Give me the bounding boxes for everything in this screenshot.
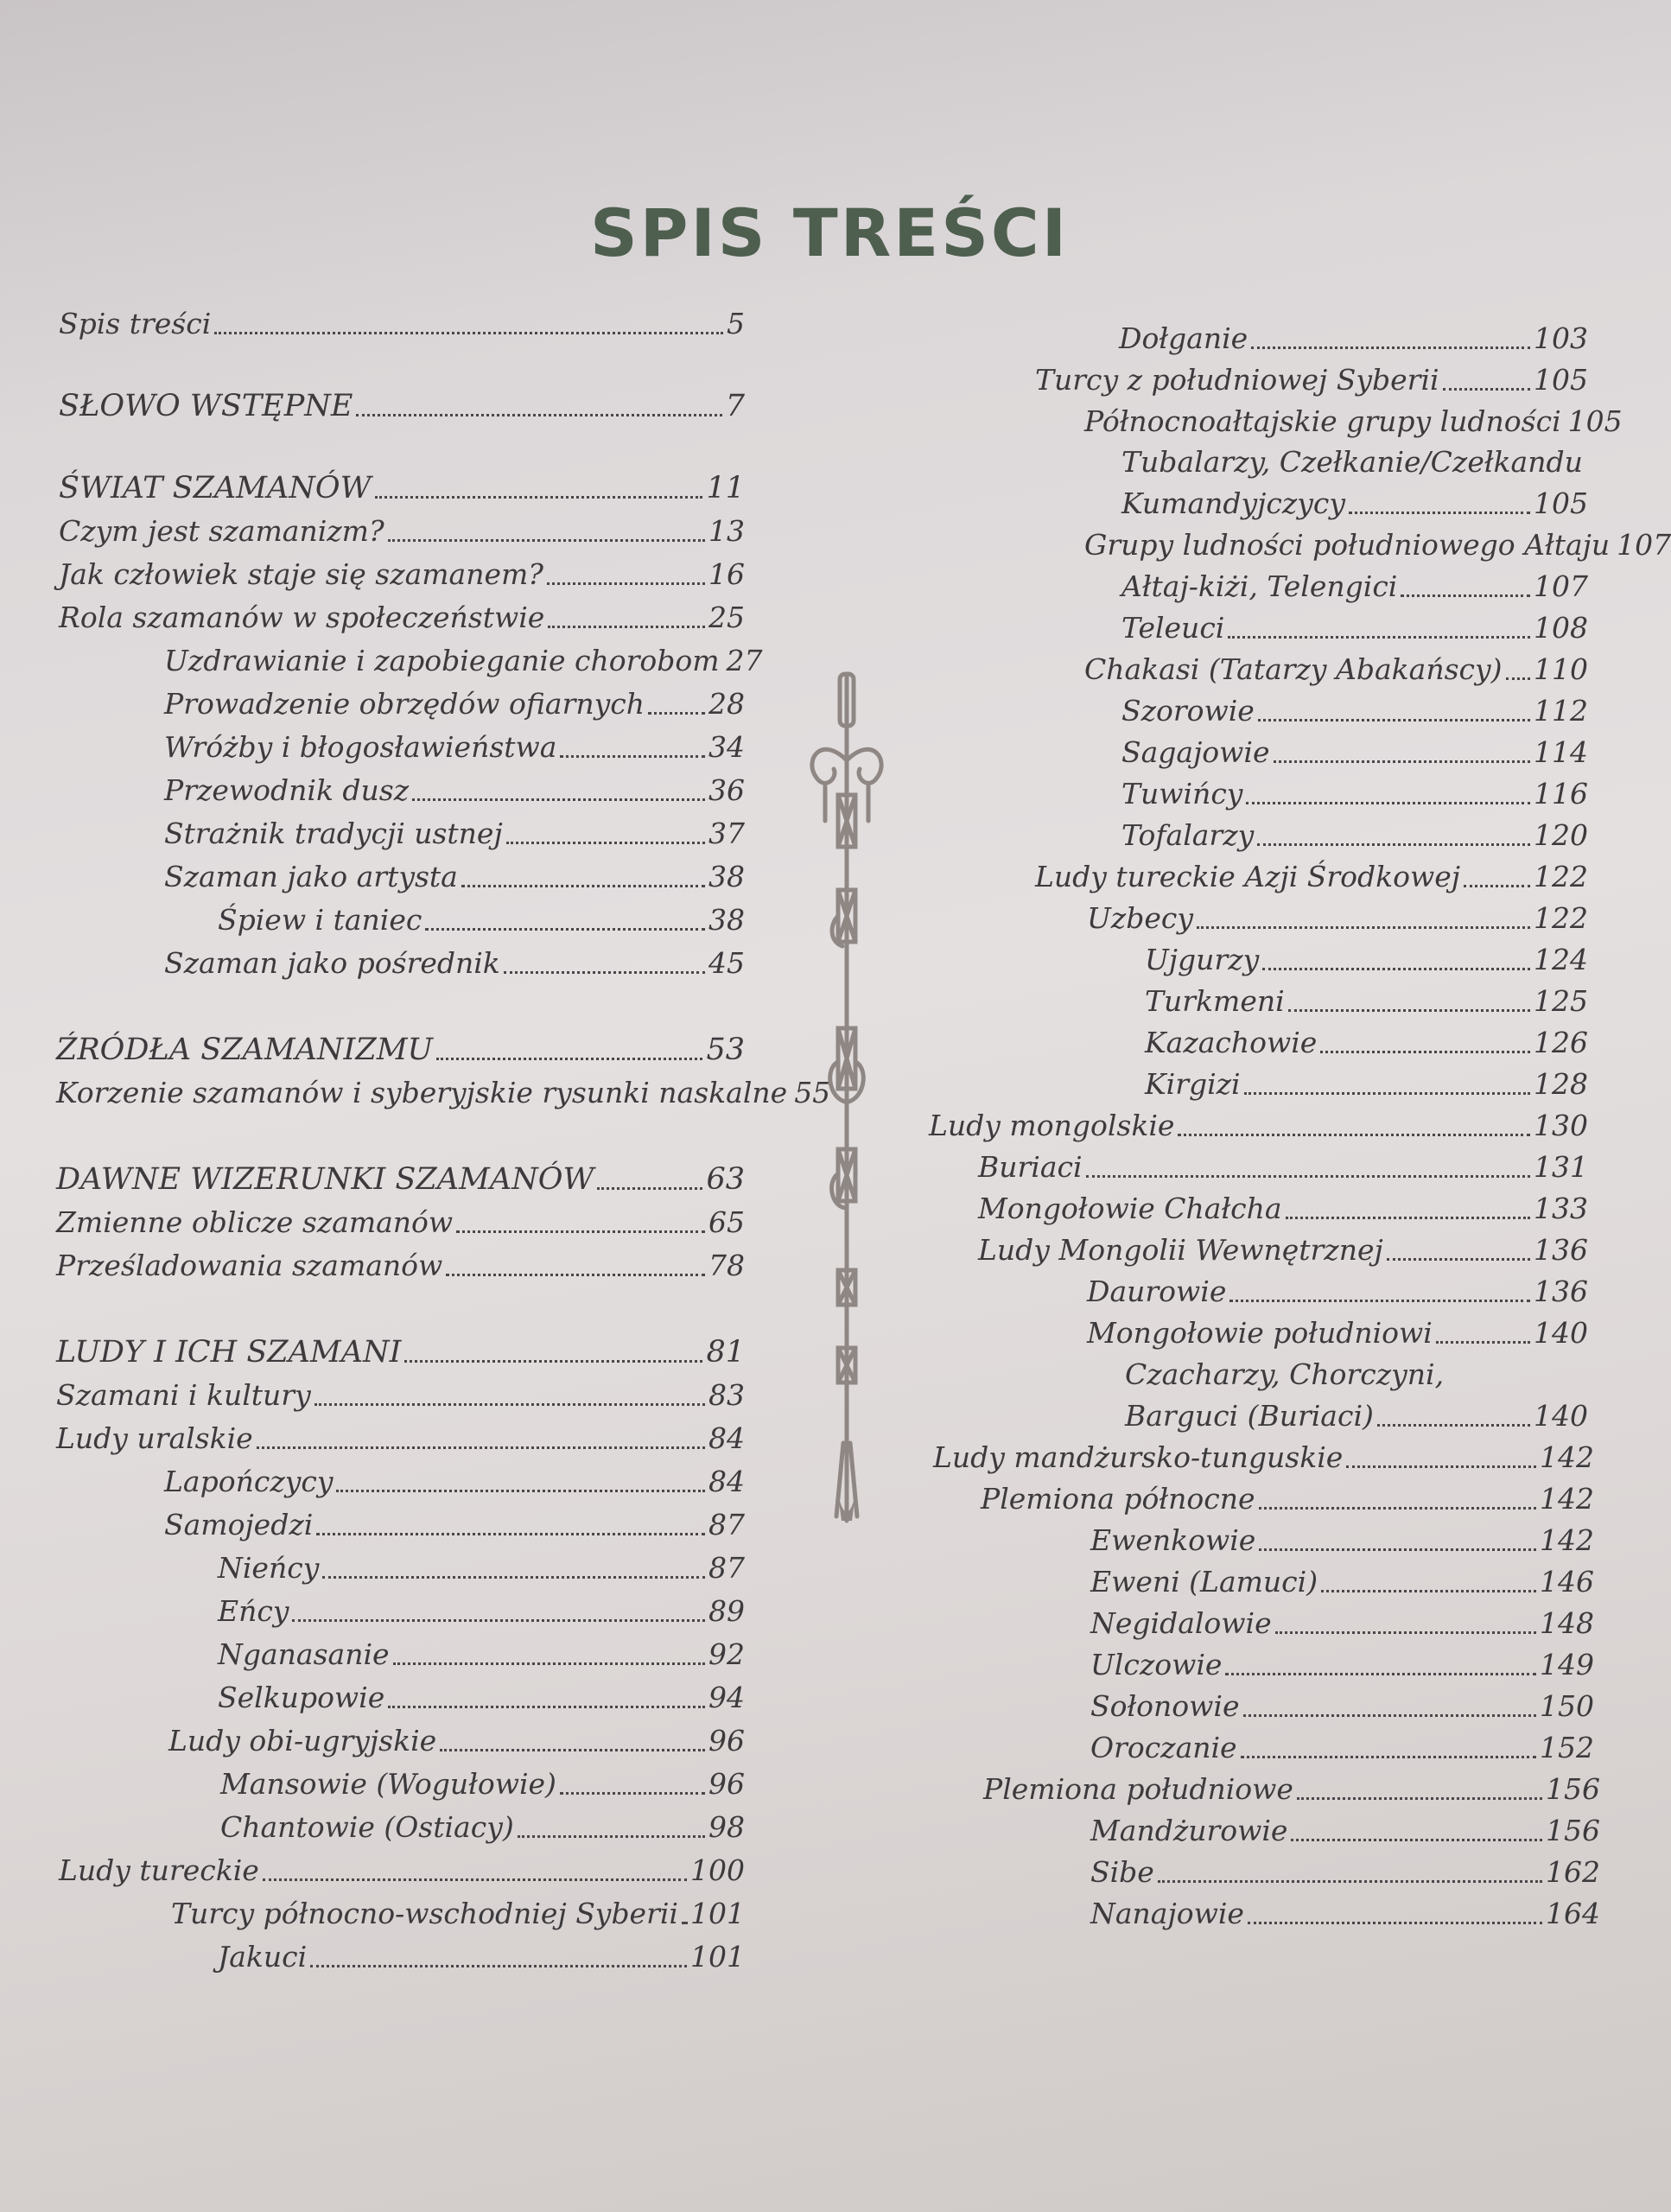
- toc-entry-niency: [218, 1549, 745, 1587]
- toc-entry-label: Turcy północno-wschodniej Syberii: [171, 1897, 678, 1930]
- toc-entry-swiat-szamanow: [59, 469, 745, 507]
- toc-entry-label: Selkupowie: [218, 1681, 385, 1714]
- toc-entry-page-number: 5: [727, 307, 745, 340]
- toc-entry-ludy-tureckie: [59, 1852, 745, 1890]
- toc-entry-page-number: 128: [1534, 1067, 1588, 1101]
- toc-entry-label: Tofalarzy: [1121, 818, 1255, 852]
- toc-entry-label: Zmienne oblicze szamanów: [56, 1205, 454, 1239]
- toc-entry-label: Nanajowie: [1090, 1897, 1244, 1930]
- toc-leader-dots: [1257, 843, 1530, 846]
- toc-entry-page-number: 87: [708, 1551, 745, 1585]
- toc-entry-label: Kumandyjczycy: [1121, 486, 1346, 520]
- toc-entry-page-number: 96: [708, 1724, 745, 1758]
- toc-entry-page-number: 84: [708, 1465, 745, 1498]
- toc-entry-label: Ludy mongolskie: [929, 1109, 1175, 1142]
- toc-entry-zrodla-szamanizmu: [56, 1031, 745, 1069]
- toc-entry-label: Chantowie (Ostiacy): [220, 1810, 514, 1844]
- toc-entry-page-number: 94: [708, 1681, 745, 1714]
- toc-leader-dots: [1291, 1839, 1542, 1841]
- toc-entry-polnocnoaltajskie-grupy-ludnosci: [1084, 403, 1623, 441]
- toc-entry-ludy-uralskie: [56, 1420, 745, 1458]
- toc-entry-slowo-wstepne: [59, 387, 745, 425]
- toc-entry-label: Szaman jako artysta: [164, 860, 458, 893]
- toc-entry-label: Dołganie: [1119, 321, 1248, 355]
- toc-leader-dots: [648, 712, 705, 715]
- toc-entry-page-number: 65: [708, 1205, 745, 1239]
- toc-leader-dots: [1262, 968, 1530, 970]
- toc-entry-page-number: 125: [1534, 984, 1588, 1018]
- toc-entry-label: LUDY I ICH SZAMANI: [56, 1335, 402, 1370]
- toc-leader-dots: [404, 1360, 702, 1363]
- toc-entry-ewenkowie: [1090, 1522, 1594, 1560]
- toc-entry-label: Turkmeni: [1145, 984, 1285, 1018]
- toc-entry-label: Czym jest szamanizm?: [59, 514, 384, 548]
- toc-entry-label: Chakasi (Tatarzy Abakańscy): [1084, 652, 1503, 686]
- toc-leader-dots: [1259, 1507, 1537, 1510]
- toc-entry-label: Śpiew i taniec: [218, 903, 423, 937]
- toc-leader-dots: [548, 626, 705, 628]
- toc-entry-label: ŚWIAT SZAMANÓW: [59, 471, 372, 505]
- toc-entry-buriaci: [978, 1148, 1588, 1186]
- toc-leader-dots: [292, 1619, 705, 1622]
- toc-entry-mandzurowie: [1090, 1812, 1600, 1850]
- toc-entry-label: Mongołowie Chałcha: [978, 1192, 1282, 1225]
- toc-leader-dots: [1506, 677, 1530, 680]
- toc-left-column: [0, 0, 831, 2212]
- toc-entry-kirgizi: [1145, 1065, 1588, 1103]
- toc-entry-page-number: 81: [706, 1335, 745, 1370]
- toc-entry-zmienne-oblicze-szamanow: [56, 1204, 745, 1242]
- toc-leader-dots: [436, 1058, 702, 1060]
- toc-entry-chakasi-tatarzy-abakanscy: [1084, 651, 1588, 689]
- toc-entry-page-number: 146: [1540, 1565, 1594, 1599]
- toc-entry-eweni-lamuci: [1090, 1563, 1594, 1601]
- toc-entry-page-number: 89: [708, 1594, 745, 1628]
- toc-leader-dots: [393, 1662, 705, 1665]
- toc-entry-przesladowania-szamanow: [56, 1247, 745, 1285]
- toc-entry-label: Ałtaj-kiżi, Telengici: [1121, 569, 1398, 603]
- toc-entry-label: Sołonowie: [1090, 1689, 1240, 1723]
- toc-entry-spiew-i-taniec: [218, 901, 745, 939]
- toc-entry-page-number: 27: [726, 644, 763, 677]
- toc-entry-label: Ulczowie: [1090, 1648, 1223, 1681]
- toc-entry-page-number: 126: [1534, 1026, 1588, 1059]
- toc-entry-ludy-i-ich-szamani: [56, 1333, 745, 1371]
- toc-entry-label: Ludy tureckie: [59, 1853, 259, 1887]
- toc-entry-page-number: 150: [1540, 1689, 1594, 1723]
- toc-entry-page-number: 110: [1534, 652, 1588, 686]
- toc-entry-page-number: 164: [1546, 1897, 1600, 1930]
- toc-leader-dots: [504, 971, 705, 974]
- toc-entry-label: DAWNE WIZERUNKI SZAMANÓW: [56, 1162, 594, 1197]
- toc-entry-jak-czlowiek-staje-sie-szamanem: [59, 556, 745, 594]
- toc-entry-label: Szorowie: [1121, 694, 1255, 728]
- toc-entry-page-number: 101: [690, 1940, 745, 1974]
- toc-entry-szorowie: [1121, 692, 1588, 730]
- toc-leader-dots: [1436, 1341, 1530, 1344]
- toc-entry-page-number: 140: [1534, 1399, 1588, 1433]
- toc-entry-sibe: [1090, 1853, 1600, 1891]
- toc-entry-page-number: 7: [725, 389, 745, 423]
- toc-entry-label: Rola szamanów w społeczeństwie: [59, 601, 545, 634]
- toc-entry-label: Mandżurowie: [1090, 1814, 1288, 1847]
- toc-entry-ulczowie: [1090, 1646, 1594, 1684]
- toc-entry-page-number: 114: [1534, 735, 1588, 769]
- page-title: SPIS TREŚCI: [590, 194, 1069, 271]
- toc-leader-dots: [322, 1576, 705, 1579]
- toc-leader-dots: [1197, 926, 1530, 929]
- toc-entry-page-number: 140: [1534, 1316, 1588, 1350]
- toc-entry-page-number: 13: [708, 514, 745, 548]
- toc-entry-page-number: 142: [1540, 1482, 1594, 1516]
- toc-leader-dots: [456, 1230, 705, 1233]
- toc-leader-dots: [1377, 1424, 1530, 1427]
- toc-leader-dots: [1274, 760, 1530, 763]
- toc-entry-straznik-tradycji-ustnej: [164, 815, 745, 853]
- toc-entry-page-number: 78: [708, 1249, 745, 1282]
- toc-entry-prowadzenie-obrzedow-ofiarnych: [164, 685, 745, 723]
- toc-entry-turkmeni: [1145, 982, 1588, 1020]
- toc-leader-dots: [1228, 636, 1530, 639]
- toc-leader-dots: [440, 1749, 705, 1751]
- toc-entry-page-number: 105: [1534, 486, 1588, 520]
- toc-entry-page-number: 100: [690, 1853, 745, 1887]
- toc-leader-dots: [560, 1792, 705, 1795]
- toc-entry-ludy-tureckie-azji-srodkowej: [1035, 858, 1588, 896]
- toc-entry-page-number: 92: [708, 1637, 745, 1671]
- toc-entry-page-number: 45: [708, 946, 745, 980]
- toc-entry-nanajowie: [1090, 1895, 1600, 1933]
- toc-entry-page-number: 28: [708, 687, 745, 721]
- toc-entry-label: Ludy uralskie: [56, 1421, 253, 1455]
- toc-entry-label: Negidalowie: [1090, 1606, 1272, 1640]
- toc-entry-label: Turcy z południowej Syberii: [1035, 363, 1439, 397]
- toc-entry-laponczycy: [164, 1463, 745, 1501]
- toc-entry-label: Jakuci: [218, 1940, 308, 1974]
- toc-entry-sagajowie: [1121, 734, 1588, 772]
- toc-entry-ludy-mongolskie: [929, 1107, 1588, 1145]
- toc-entry-turcy-polnocno-wschodniej-syberii: [171, 1895, 745, 1933]
- toc-leader-dots: [214, 332, 723, 334]
- toc-entry-page-number: 34: [708, 730, 745, 764]
- toc-entry-przewodnik-dusz: [164, 772, 745, 810]
- toc-entry-label: Ludy tureckie Azji Środkowej: [1035, 860, 1461, 893]
- toc-entry-page-number: 142: [1540, 1523, 1594, 1557]
- toc-entry-label: Eweni (Lamuci): [1090, 1565, 1318, 1599]
- toc-entry-page-number: 38: [708, 860, 745, 893]
- toc-entry-altaj-kizi-telengici: [1121, 568, 1588, 606]
- toc-entry-label: Ludy mandżursko-tunguskie: [933, 1440, 1344, 1474]
- toc-entry-plemiona-polnocne: [981, 1480, 1594, 1518]
- toc-entry-mansowie-wogulowie: [220, 1765, 745, 1803]
- toc-leader-dots: [1349, 512, 1530, 514]
- toc-entry-ludy-mongolii-wewnetrznej: [978, 1231, 1588, 1269]
- toc-right-column: [907, 0, 1671, 2212]
- toc-entry-label: Strażnik tradycji ustnej: [164, 817, 503, 850]
- toc-leader-dots: [1275, 1631, 1536, 1634]
- toc-leader-dots: [547, 582, 705, 585]
- toc-leader-dots: [356, 414, 721, 416]
- toc-entry-selkupowie: [218, 1679, 745, 1717]
- toc-entry-page-number: 96: [708, 1767, 745, 1801]
- toc-leader-dots: [1259, 1548, 1536, 1551]
- toc-entry-label: Nganasanie: [218, 1637, 390, 1671]
- toc-entry-label: Szamani i kultury: [56, 1378, 311, 1412]
- toc-entry-label: Czacharzy, Chorczyni,: [1125, 1357, 1445, 1391]
- toc-entry-page-number: 122: [1534, 860, 1588, 893]
- toc-leader-dots: [388, 1706, 705, 1708]
- toc-entry-label: SŁOWO WSTĘPNE: [59, 389, 353, 423]
- toc-entry-page-number: 130: [1534, 1109, 1588, 1142]
- toc-leader-dots: [412, 798, 705, 801]
- toc-leader-dots: [1464, 885, 1530, 887]
- toc-entry-tuwincy: [1121, 775, 1588, 813]
- toc-entry-page-number: 156: [1546, 1814, 1600, 1847]
- toc-entry-ency: [218, 1592, 745, 1630]
- toc-leader-dots: [425, 928, 705, 931]
- toc-leader-dots: [1243, 1714, 1537, 1717]
- toc-entry-label: Szaman jako pośrednik: [164, 946, 500, 980]
- toc-entry-page-number: 142: [1540, 1440, 1594, 1474]
- toc-entry-label: Prześladowania szamanów: [56, 1249, 443, 1282]
- toc-leader-dots: [1244, 1092, 1530, 1095]
- toc-leader-dots: [1401, 594, 1530, 597]
- toc-leader-dots: [263, 1878, 687, 1881]
- toc-entry-label: Sagajowie: [1121, 735, 1270, 769]
- toc-entry-label: Wróżby i błogosławieństwa: [164, 730, 557, 764]
- toc-entry-page-number: 149: [1540, 1648, 1594, 1681]
- toc-entry-page-number: 87: [708, 1508, 745, 1541]
- toc-entry-label: Oroczanie: [1090, 1731, 1237, 1764]
- toc-entry-turcy-z-poludniowej-syberii: [1035, 361, 1588, 399]
- toc-entry-label: Ludy Mongolii Wewnętrznej: [978, 1233, 1383, 1267]
- toc-entry-page-number: 107: [1617, 528, 1671, 562]
- toc-entry-page-number: 156: [1546, 1772, 1600, 1806]
- toc-entry-chantowie-ostiacy: [220, 1808, 745, 1847]
- toc-entry-label: Północnoałtajskie grupy ludności: [1084, 404, 1561, 438]
- toc-entry-szaman-jako-posrednik: [164, 944, 745, 982]
- toc-leader-dots: [1225, 1673, 1536, 1675]
- toc-entry-label: Plemiona południowe: [983, 1772, 1293, 1806]
- toc-entry-korzenie-szamanow-i-syberyjskie-rysunki-naskalne: [56, 1074, 831, 1112]
- toc-leader-dots: [1251, 346, 1530, 349]
- toc-entry-uzdrawianie-i-zapobieganie-chorobom: [164, 642, 763, 680]
- toc-entry-page-number: 36: [708, 773, 745, 807]
- toc-entry-label: Kazachowie: [1145, 1026, 1318, 1059]
- toc-entry-negidalowie: [1090, 1605, 1594, 1643]
- toc-leader-dots: [1248, 1922, 1542, 1924]
- toc-leader-dots: [257, 1446, 705, 1449]
- toc-leader-dots: [1320, 1051, 1530, 1053]
- toc-entry-page-number: 105: [1534, 363, 1588, 397]
- toc-entry-label: Mansowie (Wogułowie): [220, 1767, 556, 1801]
- toc-leader-dots: [1321, 1590, 1536, 1592]
- toc-entry-label: Ludy obi-ugryjskie: [168, 1724, 437, 1758]
- toc-entry-label: Lapończycy: [164, 1465, 334, 1498]
- toc-entry-page-number: 131: [1534, 1150, 1588, 1184]
- toc-entry-page-number: 136: [1534, 1233, 1588, 1267]
- toc-entry-page-number: 103: [1534, 321, 1588, 355]
- toc-entry-page-number: 25: [708, 601, 745, 634]
- toc-entry-label: Daurowie: [1087, 1274, 1227, 1308]
- toc-leader-dots: [316, 1533, 705, 1535]
- toc-entry-page-number: 55: [794, 1076, 831, 1109]
- toc-entry-label: Kirgizi: [1145, 1067, 1241, 1101]
- toc-entry-label: Ujgurzy: [1145, 943, 1260, 976]
- toc-leader-dots: [1286, 1217, 1530, 1219]
- toc-entry-label: Nieńcy: [218, 1551, 320, 1585]
- toc-leader-dots: [1288, 1009, 1530, 1012]
- toc-entry-page-number: 133: [1534, 1192, 1588, 1225]
- toc-entry-label: ŹRÓDŁA SZAMANIZMU: [56, 1033, 434, 1067]
- toc-entry-tofalarzy: [1121, 817, 1588, 855]
- toc-entry-szaman-jako-artysta: [164, 858, 745, 896]
- toc-entry-czym-jest-szamanizm: [59, 512, 745, 550]
- toc-leader-dots: [461, 885, 705, 887]
- toc-entry-daurowie: [1087, 1273, 1588, 1311]
- toc-entry-mongolowie-chalcha: [978, 1190, 1588, 1228]
- toc-entry-spis-tresci: [59, 305, 745, 343]
- toc-entry-tubalarzy-czelkanie-czelkandu: [1121, 443, 1583, 481]
- toc-leader-dots: [1387, 1258, 1530, 1261]
- toc-entry-oroczanie: [1090, 1729, 1594, 1767]
- toc-leader-dots: [597, 1187, 702, 1190]
- toc-entry-page-number: 112: [1534, 694, 1588, 728]
- toc-entry-rola-szamanow-w-spoleczenstwie: [59, 599, 745, 637]
- toc-entry-label: Buriaci: [978, 1150, 1083, 1184]
- toc-entry-page-number: 53: [706, 1033, 745, 1067]
- toc-entry-page-number: 124: [1534, 943, 1588, 976]
- toc-entry-page-number: 120: [1534, 818, 1588, 852]
- toc-entry-label: Grupy ludności południowego Ałtaju: [1084, 528, 1611, 562]
- toc-entry-page-number: 152: [1540, 1731, 1594, 1764]
- toc-entry-label: Jak człowiek staje się szamanem?: [59, 557, 543, 591]
- toc-entry-samojedzi: [164, 1506, 745, 1544]
- toc-leader-dots: [446, 1274, 705, 1276]
- toc-entry-label: Przewodnik dusz: [164, 773, 410, 807]
- toc-entry-label: Uzdrawianie i zapobieganie chorobom: [164, 644, 720, 677]
- toc-entry-page-number: 16: [708, 557, 745, 591]
- toc-entry-wrozby-i-blogoslawienstwa: [164, 728, 745, 766]
- toc-entry-page-number: 63: [706, 1162, 745, 1197]
- toc-entry-label: Mongołowie południowi: [1087, 1316, 1433, 1350]
- toc-leader-dots: [1443, 388, 1530, 391]
- toc-entry-dawne-wizerunki-szamanow: [56, 1160, 745, 1198]
- toc-entry-label: Spis treści: [59, 307, 212, 340]
- toc-entry-mongolowie-poludniowi: [1087, 1314, 1588, 1352]
- toc-entry-nganasanie: [218, 1636, 745, 1674]
- toc-leader-dots: [1297, 1797, 1542, 1800]
- toc-entry-plemiona-poludniowe: [983, 1770, 1600, 1808]
- toc-leader-dots: [682, 1922, 687, 1924]
- toc-leader-dots: [375, 496, 703, 499]
- toc-leader-dots: [1246, 802, 1530, 804]
- toc-entry-page-number: 98: [708, 1810, 745, 1844]
- toc-entry-page-number: 107: [1534, 569, 1588, 603]
- toc-leader-dots: [315, 1403, 705, 1406]
- toc-entry-page-number: 84: [708, 1421, 745, 1455]
- toc-leader-dots: [310, 1965, 687, 1967]
- toc-leader-dots: [1229, 1300, 1530, 1302]
- toc-entry-label: Tuwińcy: [1121, 777, 1243, 810]
- toc-leader-dots: [1086, 1175, 1530, 1178]
- toc-entry-label: Tubalarzy, Czełkanie/Czełkandu: [1121, 445, 1583, 479]
- toc-entry-page-number: 136: [1534, 1274, 1588, 1308]
- toc-entry-kumandyjczycy: [1121, 485, 1588, 523]
- toc-entry-label: Uzbecy: [1087, 901, 1193, 935]
- toc-entry-solonowie: [1090, 1688, 1594, 1726]
- toc-entry-page-number: 11: [706, 471, 745, 505]
- toc-entry-page-number: 148: [1540, 1606, 1594, 1640]
- toc-leader-dots: [560, 755, 705, 758]
- toc-entry-kazachowie: [1145, 1024, 1588, 1062]
- toc-leader-dots: [1241, 1756, 1536, 1758]
- toc-leader-dots: [1258, 719, 1530, 721]
- toc-entry-ludy-obi-ugryjskie: [168, 1722, 745, 1760]
- toc-leader-dots: [1158, 1880, 1542, 1883]
- toc-entry-page-number: 37: [708, 817, 745, 850]
- toc-leader-dots: [506, 842, 705, 844]
- toc-entry-jakuci: [218, 1938, 745, 1976]
- toc-entry-page-number: 38: [708, 903, 745, 937]
- toc-entry-szamani-i-kultury: [56, 1376, 745, 1414]
- toc-entry-label: Ewenkowie: [1090, 1523, 1256, 1557]
- toc-entry-page-number: 122: [1534, 901, 1588, 935]
- toc-leader-dots: [518, 1835, 705, 1838]
- toc-entry-dolganie: [1119, 320, 1588, 358]
- toc-entry-label: Sibe: [1090, 1855, 1154, 1889]
- toc-leader-dots: [1178, 1134, 1530, 1136]
- toc-leader-dots: [388, 539, 705, 542]
- toc-entry-ujgurzy: [1145, 941, 1588, 979]
- toc-entry-ludy-mandzursko-tunguskie: [933, 1439, 1594, 1477]
- toc-entry-label: Teleuci: [1121, 611, 1225, 645]
- toc-entry-page-number: 162: [1546, 1855, 1600, 1889]
- toc-entry-label: Eńcy: [218, 1594, 289, 1628]
- toc-entry-label: Barguci (Buriaci): [1125, 1399, 1374, 1433]
- toc-entry-page-number: 101: [690, 1897, 745, 1930]
- toc-entry-label: Korzenie szamanów i syberyjskie rysunki naskalne: [56, 1076, 788, 1109]
- toc-entry-teleuci: [1121, 609, 1588, 647]
- toc-entry-czacharzy-chorczyni: [1125, 1356, 1444, 1394]
- toc-entry-page-number: 105: [1567, 404, 1623, 438]
- toc-entry-page-number: 108: [1534, 611, 1588, 645]
- toc-leader-dots: [336, 1490, 705, 1492]
- toc-entry-grupy-ludnosci-poludniowego-altaju: [1084, 526, 1671, 564]
- toc-entry-page-number: 83: [708, 1378, 745, 1412]
- toc-entry-label: Prowadzenie obrzędów ofiarnych: [164, 687, 645, 721]
- toc-entry-label: Samojedzi: [164, 1508, 314, 1541]
- toc-entry-label: Plemiona północne: [981, 1482, 1255, 1516]
- toc-entry-barguci-buriaci: [1125, 1397, 1588, 1435]
- toc-leader-dots: [1346, 1465, 1536, 1468]
- shaman-staff-ornament: [804, 665, 890, 1529]
- toc-entry-uzbecy: [1087, 899, 1588, 938]
- toc-entry-page-number: 116: [1534, 777, 1588, 810]
